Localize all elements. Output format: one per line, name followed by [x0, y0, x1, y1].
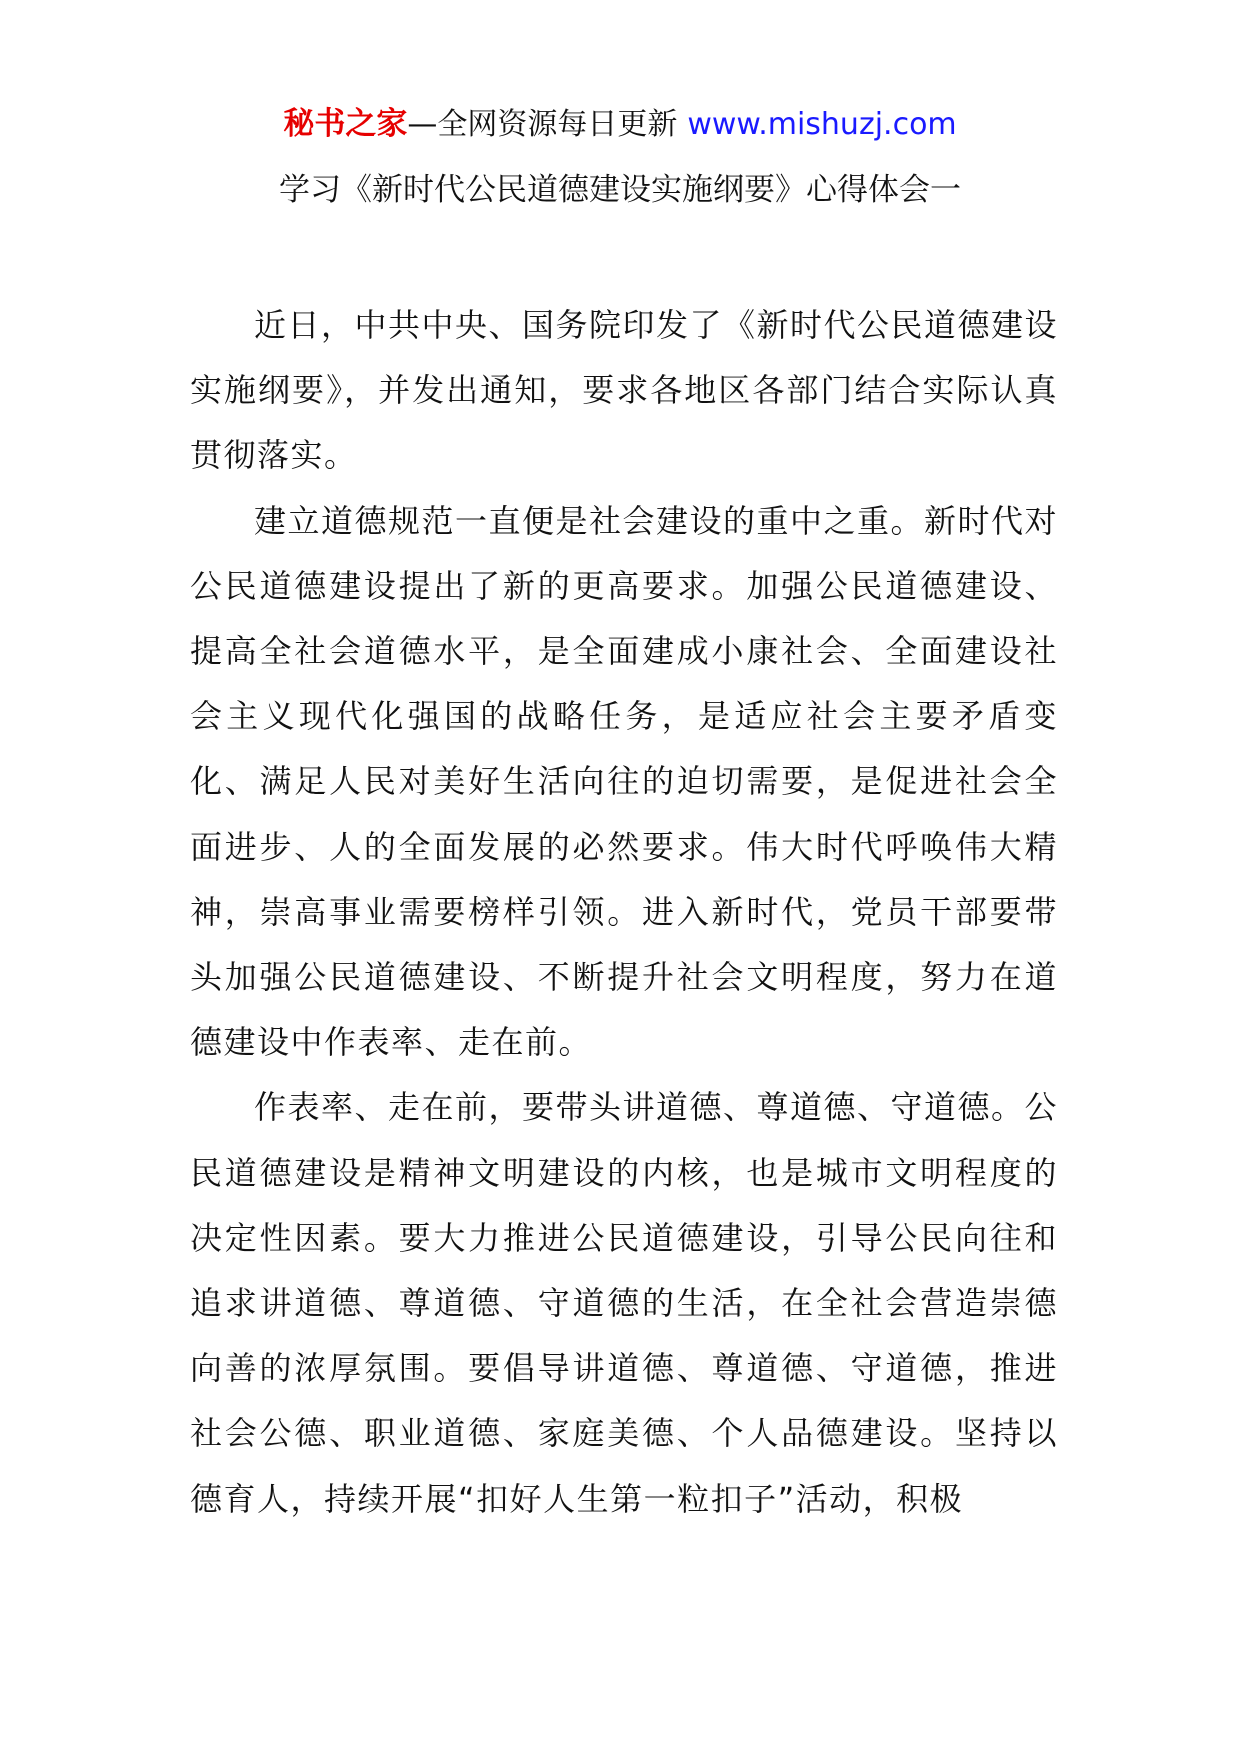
- site-header: [0, 102, 1240, 147]
- paragraph-1: 近日，中共中央、国务院印发了《新时代公民道德建设实施纲要》，并发出通知，要求各地区各部门结合实际认真贯彻落实。: [190, 306, 1059, 475]
- document-title: 学习《新时代公民道德建设实施纲要》心得体会一: [279, 172, 961, 208]
- site-name: 秘书之家: [283, 106, 408, 142]
- paragraph-2: 建立道德规范一直便是社会建设的重中之重。新时代对公民道德建设提出了新的更高要求。加强公民道德建设、提高全社会道德水平，是全面建成小康社会、全面建设社会主义现代化强国的战略任务，是适应社会主要矛盾变化、满足人民对美好生活向往的迫切需要，是促进社会全面进步、人的全面发展的必然要求。伟大时代呼唤伟大精神，崇高事业需要榜样引领。进入新时代，党员干部要带头加强公民道德建设、不断提升社会文明程度，努力在道德建设中作表率、走在前。: [190, 501, 1059, 1062]
- paragraph-3: 作表率、走在前，要带头讲道德、尊道德、守道德。公民道德建设是精神文明建设的内核，也是城市文明程度的决定性因素。要大力推进公民道德建设，引导公民向往和追求讲道德、尊道德、守道德的生活，在全社会营造崇德向善的浓厚氛围。要倡导讲道德、尊道德、守道德，推进社会公德、职业道德、家庭美德、个人品德建设。坚持以德育人，持续开展“扣好人生第一粒扣子”活动，积极: [190, 1088, 1059, 1518]
- site-url-link[interactable]: www.mishuzj.com: [687, 107, 957, 142]
- site-tagline: —全网资源每日更新: [407, 107, 678, 142]
- document-body: [190, 293, 1058, 1532]
